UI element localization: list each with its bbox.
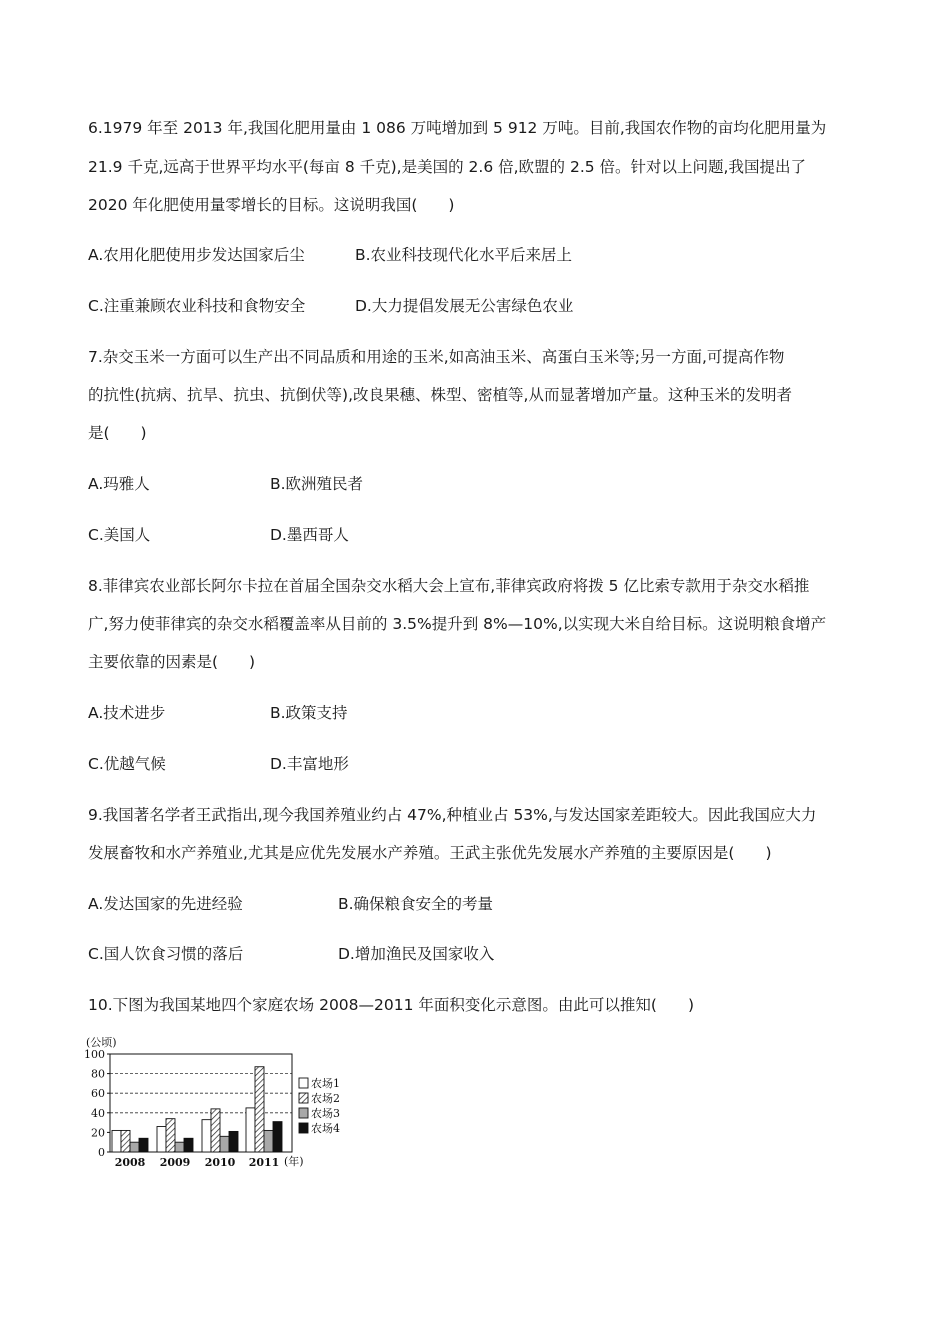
chart-y-tick-label: 20 — [91, 1126, 105, 1140]
chart-y-tick-label: 80 — [91, 1067, 105, 1081]
chart-bar — [273, 1122, 282, 1152]
q7-option-a[interactable]: A.玛雅人 — [88, 475, 150, 493]
chart-bar — [112, 1130, 121, 1152]
chart-bar — [121, 1130, 130, 1152]
chart-x-tick-label: 2009 — [159, 1156, 191, 1169]
chart-bar — [166, 1119, 175, 1152]
q8-line-2: 广,努力使菲律宾的杂交水稻覆盖率从目前的 3.5%提升到 8%—10%,以实现大米自给目标。这说明粮食增产 — [88, 615, 827, 633]
farm-area-bar-chart — [80, 1030, 340, 1175]
chart-legend-swatch — [299, 1093, 308, 1103]
q6-option-b[interactable]: B.农业科技现代化水平后来居上 — [355, 246, 573, 264]
q8-line-1: 8.菲律宾农业部长阿尔卡拉在首届全国杂交水稻大会上宣布,菲律宾政府将拨 5 亿比索专款用于杂交水稻推 — [88, 577, 810, 595]
chart-bar — [229, 1131, 238, 1152]
chart-bar — [184, 1138, 193, 1152]
q6-option-a[interactable]: A.农用化肥使用步发达国家后尘 — [88, 246, 305, 264]
chart-bar — [130, 1142, 139, 1152]
chart-bar — [157, 1127, 166, 1152]
q7-line-3: 是( ) — [88, 424, 147, 442]
q9-line-2: 发展畜牧和水产养殖业,尤其是应优先发展水产养殖。王武主张优先发展水产养殖的主要原因是( ) — [88, 844, 772, 862]
chart-bar — [175, 1142, 184, 1152]
q9-line-1: 9.我国著名学者王武指出,现今我国养殖业约占 47%,种植业占 53%,与发达国家差距较大。因此我国应大力 — [88, 806, 817, 824]
chart-bar — [246, 1108, 255, 1152]
q8-line-3: 主要依靠的因素是( ) — [88, 653, 256, 671]
chart-y-tick-label: 100 — [84, 1048, 105, 1061]
q7-option-c[interactable]: C.美国人 — [88, 526, 151, 544]
q8-option-d[interactable]: D.丰富地形 — [270, 755, 349, 773]
q8-option-a[interactable]: A.技术进步 — [88, 704, 166, 722]
q7-line-1: 7.杂交玉米一方面可以生产出不同品质和用途的玉米,如高油玉米、高蛋白玉米等;另一方面,可提高作物 — [88, 348, 785, 366]
chart-x-tick-label: 2011 — [248, 1156, 280, 1169]
q9-option-b[interactable]: B.确保粮食安全的考量 — [338, 895, 494, 913]
chart-bar — [255, 1067, 264, 1152]
q6-line-1: 6.1979 年至 2013 年,我国化肥用量由 1 086 万吨增加到 5 912 万吨。目前,我国农作物的亩均化肥用量为 — [88, 119, 827, 137]
q9-option-a[interactable]: A.发达国家的先进经验 — [88, 895, 243, 913]
chart-bar — [211, 1109, 220, 1152]
chart-legend-swatch — [299, 1123, 308, 1133]
q7-option-b[interactable]: B.欧洲殖民者 — [270, 475, 364, 493]
chart-legend-swatch — [299, 1078, 308, 1088]
chart-y-tick-label: 40 — [91, 1106, 105, 1120]
chart-y-axis-label: (公顷) — [86, 1036, 117, 1049]
chart-legend-label: 农场2 — [311, 1092, 340, 1105]
chart-legend-label: 农场1 — [311, 1077, 340, 1090]
chart-bar — [264, 1130, 273, 1152]
chart-x-tick-label: 2008 — [114, 1156, 146, 1169]
chart-bar — [220, 1136, 229, 1152]
chart-bar — [139, 1138, 148, 1152]
chart-legend-label: 农场3 — [311, 1107, 340, 1120]
chart-x-tick-label: 2010 — [204, 1156, 236, 1169]
chart-x-axis-label: (年) — [284, 1155, 304, 1168]
chart-y-tick-label: 0 — [98, 1146, 105, 1159]
chart-bar — [202, 1120, 211, 1152]
q10-line-1: 10.下图为我国某地四个家庭农场 2008—2011 年面积变化示意图。由此可以推知( ) — [88, 996, 694, 1014]
chart-legend-label: 农场4 — [311, 1122, 340, 1135]
q6-line-3: 2020 年化肥使用量零增长的目标。这说明我国( ) — [88, 196, 455, 214]
q6-option-d[interactable]: D.大力提倡发展无公害绿色农业 — [355, 297, 574, 315]
q7-line-2: 的抗性(抗病、抗旱、抗虫、抗倒伏等),改良果穗、株型、密植等,从而显著增加产量。这种玉米的发明者 — [88, 386, 792, 404]
chart-legend-swatch — [299, 1108, 308, 1118]
chart-y-tick-label: 60 — [91, 1087, 105, 1101]
q9-option-d[interactable]: D.增加渔民及国家收入 — [338, 945, 495, 963]
q8-option-c[interactable]: C.优越气候 — [88, 755, 166, 773]
q7-option-d[interactable]: D.墨西哥人 — [270, 526, 349, 544]
q6-option-c[interactable]: C.注重兼顾农业科技和食物安全 — [88, 297, 306, 315]
q6-line-2: 21.9 千克,远高于世界平均水平(每亩 8 千克),是美国的 2.6 倍,欧盟的 2.5 倍。针对以上问题,我国提出了 — [88, 158, 806, 176]
q9-option-c[interactable]: C.国人饮食习惯的落后 — [88, 945, 244, 963]
q8-option-b[interactable]: B.政策支持 — [270, 704, 348, 722]
